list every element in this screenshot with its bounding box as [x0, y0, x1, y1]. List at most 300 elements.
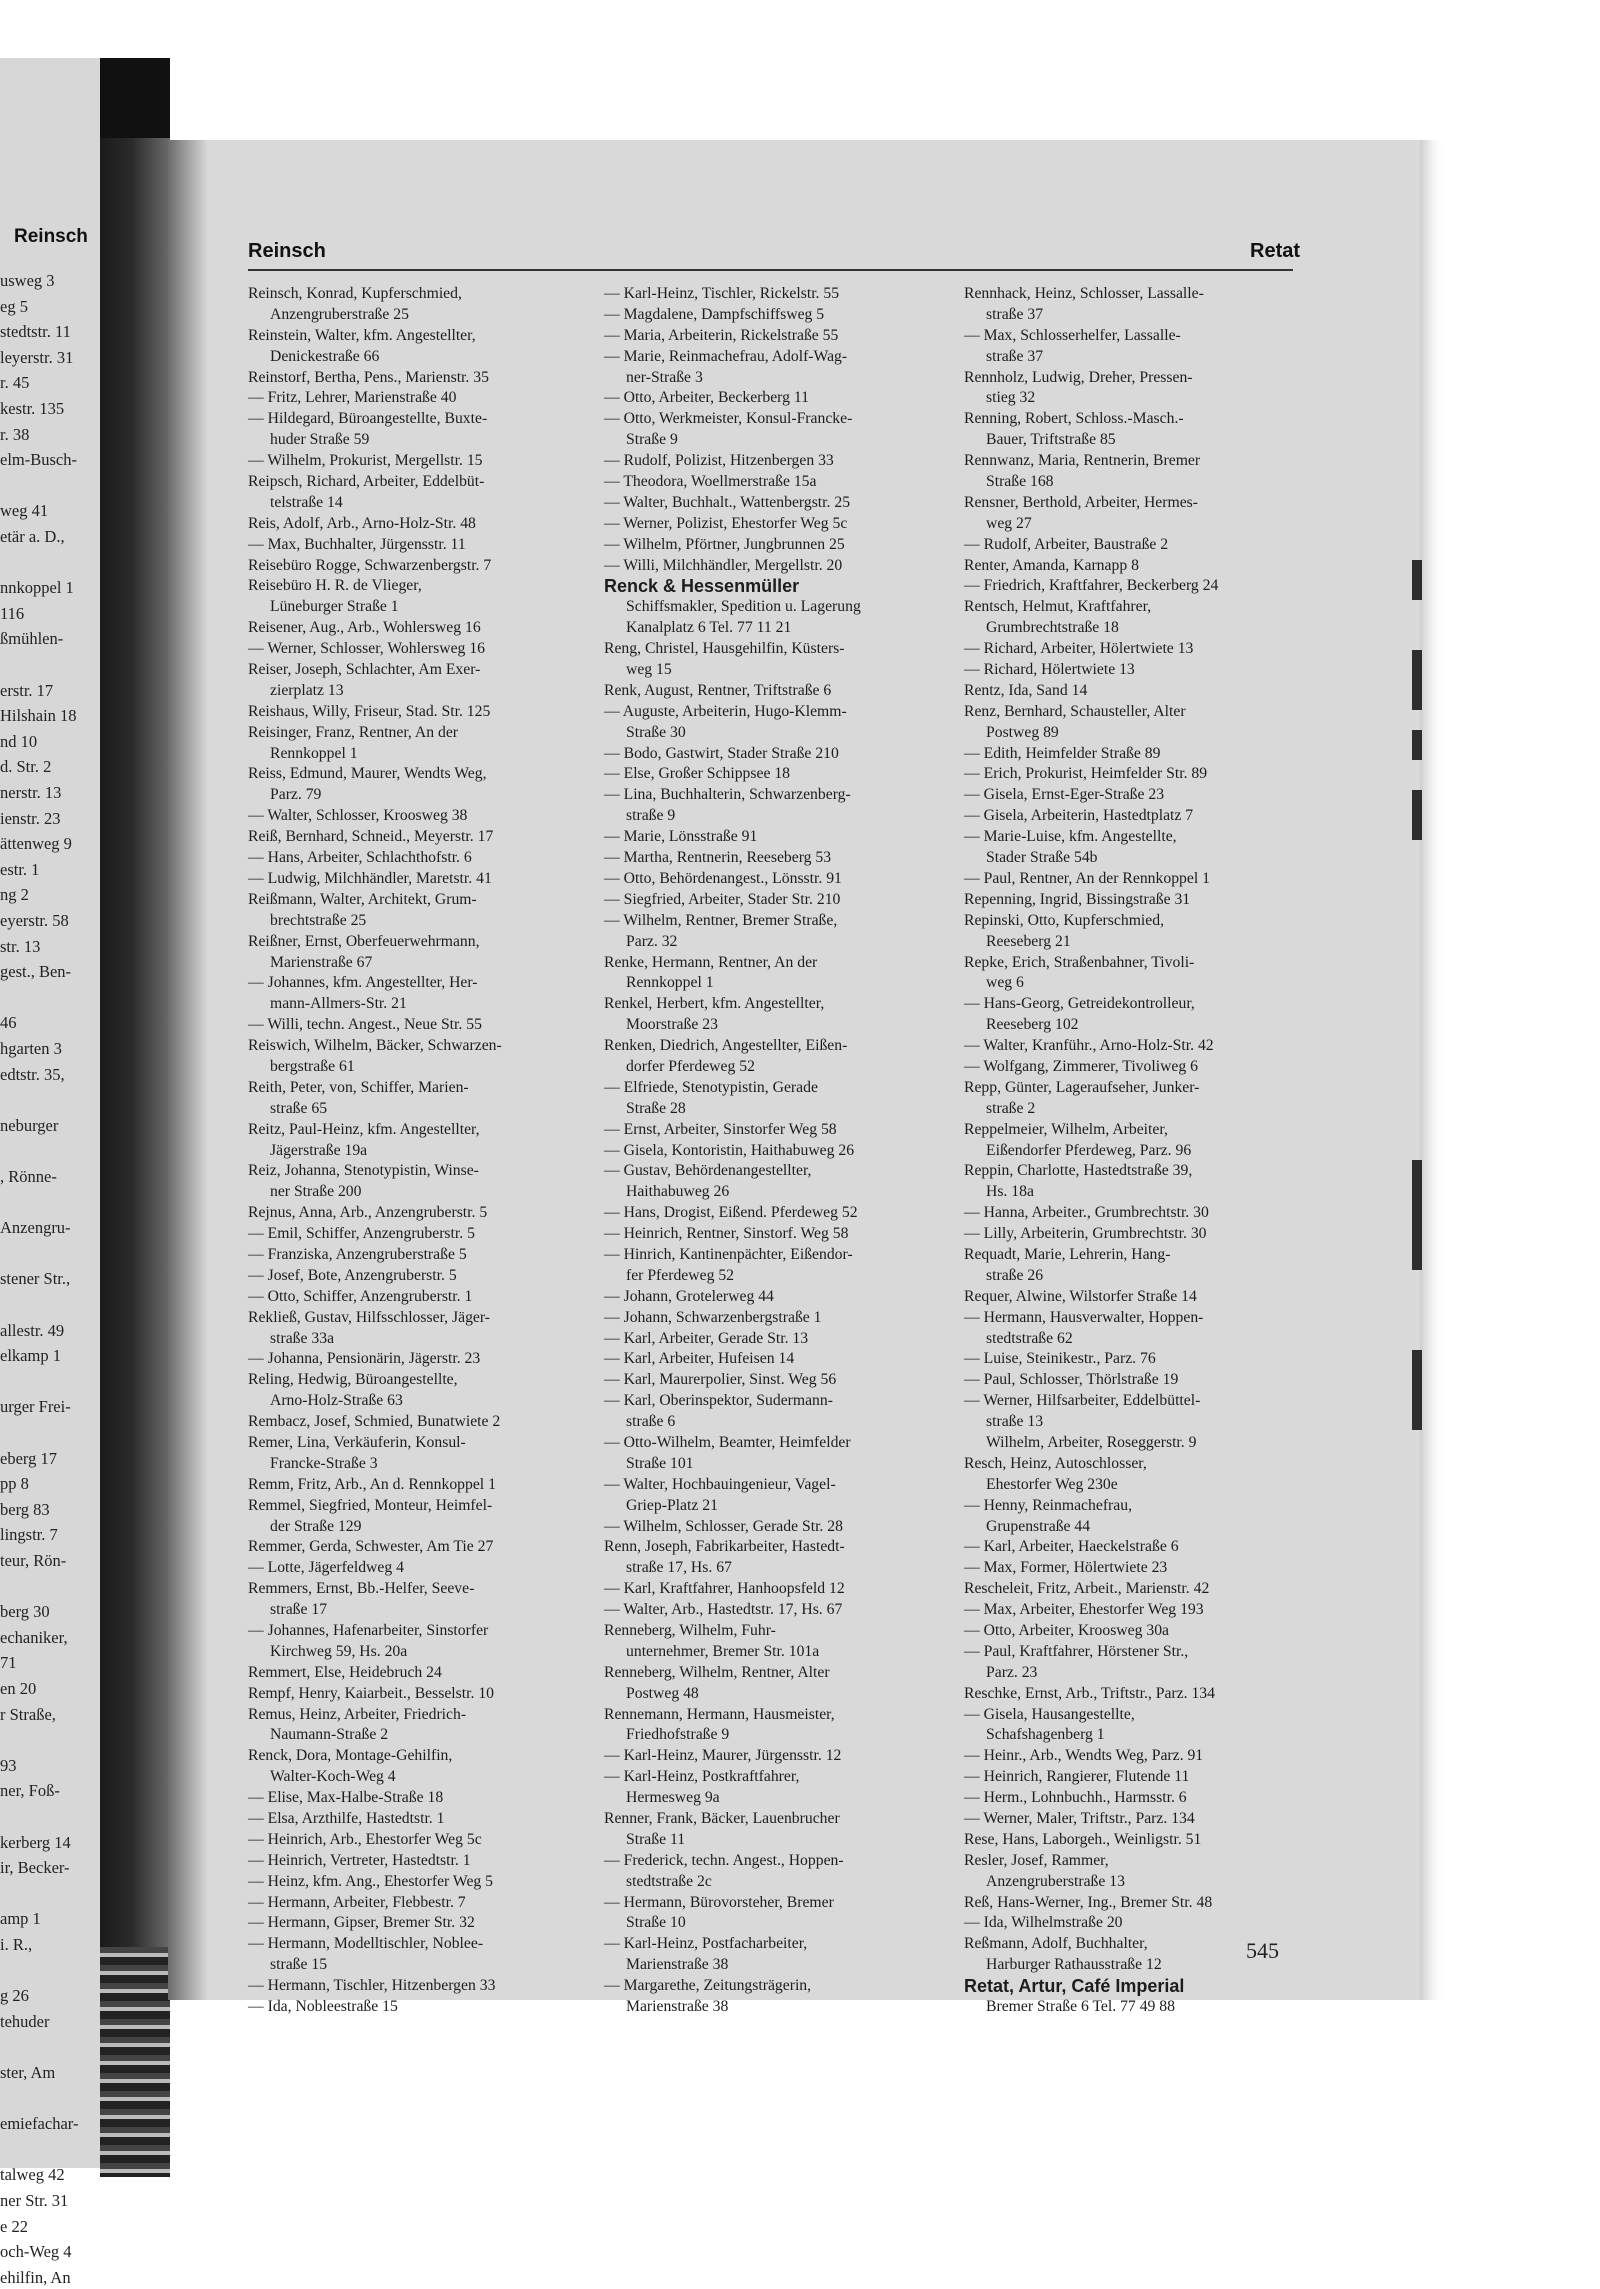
directory-entry: — Walter, Buchhalt., Wattenbergstr. 25: [604, 493, 851, 511]
entry-continuation: Walter-Koch-Weg 4: [270, 1768, 396, 1786]
directory-entry: — Johann, Schwarzenbergstraße 1: [604, 1308, 822, 1326]
left-page-line: ng 2: [0, 885, 29, 905]
left-page-line: berg 30: [0, 1602, 50, 1622]
directory-entry: — Frederick, techn. Angest., Hoppen-: [604, 1851, 844, 1869]
directory-entry: Renning, Robert, Schloss.-Masch.-: [964, 410, 1184, 428]
directory-entry: Reipsch, Richard, Arbeiter, Eddelbüt-: [248, 473, 485, 491]
directory-entry: Remer, Lina, Verkäuferin, Konsul-: [248, 1433, 466, 1451]
entry-continuation: straße 65: [270, 1099, 328, 1117]
directory-entry: Remmers, Ernst, Bb.-Helfer, Seeve-: [248, 1580, 475, 1598]
directory-entry: — Karl, Arbeiter, Haeckelstraße 6: [964, 1538, 1179, 1556]
directory-entry: — Willi, techn. Angest., Neue Str. 55: [248, 1016, 482, 1034]
left-page-header: Reinsch: [14, 226, 88, 247]
directory-entry: — Margarethe, Zeitungsträgerin,: [604, 1977, 812, 1995]
left-page-line: i. R.,: [0, 1935, 33, 1954]
directory-entry: — Karl, Oberinspektor, Sudermann-: [604, 1392, 833, 1410]
directory-entry: — Karl-Heinz, Maurer, Jürgensstr. 12: [604, 1747, 842, 1765]
entry-continuation: der Straße 129: [270, 1517, 362, 1535]
directory-entry: — Otto, Schiffer, Anzengruberstr. 1: [248, 1287, 473, 1305]
running-header-right: Retat: [1250, 240, 1301, 262]
directory-entry: — Erich, Prokurist, Heimfelder Str. 89: [964, 765, 1208, 783]
entry-continuation: straße 17, Hs. 67: [626, 1559, 732, 1577]
left-page-line: 116: [0, 603, 25, 623]
left-page-fragment: [0, 58, 100, 2287]
firm-heading: Retat, Artur, Café Imperial: [964, 1976, 1185, 1997]
entry-continuation: Straße 168: [986, 473, 1054, 491]
left-page-line: etär a. D.,: [0, 527, 65, 546]
directory-entry: — Paul, Kraftfahrer, Hörstener Str.,: [964, 1642, 1189, 1660]
left-page-line: str. 13: [0, 936, 41, 956]
directory-entry: Remmer, Gerda, Schwester, Am Tie 27: [248, 1538, 494, 1556]
entry-column-3: [964, 284, 1294, 2018]
left-page-line: ehilfin, An: [0, 2267, 71, 2287]
entry-continuation: mann-Allmers-Str. 21: [270, 995, 407, 1013]
directory-entry: Reisebüro H. R. de Vlieger,: [248, 577, 422, 595]
directory-entry: — Lotte, Jägerfeldweg 4: [248, 1559, 404, 1577]
directory-entry: — Hermann, Tischler, Hitzenbergen 33: [248, 1977, 496, 1995]
left-page-line: ner Str. 31: [0, 2191, 69, 2210]
directory-entry: Renke, Hermann, Rentner, An der: [604, 953, 818, 971]
left-page-line: ienstr. 23: [0, 808, 61, 828]
entry-continuation: straße 33a: [270, 1329, 335, 1347]
directory-entry: — Hermann, Hausverwalter, Hoppen-: [964, 1308, 1204, 1326]
directory-entry: Reppin, Charlotte, Hastedtstraße 39,: [964, 1162, 1193, 1180]
left-page-line: nd 10: [0, 731, 38, 751]
directory-entry: — Johannes, Hafenarbeiter, Sinstorfer: [248, 1622, 489, 1639]
entry-continuation: Wilhelm, Arbeiter, Roseggerstr. 9: [986, 1433, 1197, 1451]
directory-entry: — Luise, Steinikestr., Parz. 76: [964, 1350, 1156, 1368]
left-page-line: talweg 42: [0, 2165, 65, 2185]
entry-continuation: Kanalplatz 6 Tel. 77 11 21: [626, 619, 792, 637]
entry-continuation: dorfer Pferdeweg 52: [626, 1057, 755, 1075]
directory-entry: — Hans, Drogist, Eißend. Pferdeweg 52: [604, 1204, 858, 1222]
entry-continuation: straße 15: [270, 1956, 328, 1974]
left-page-line: gest., Ben-: [0, 962, 72, 982]
directory-entry: — Werner, Polizist, Ehestorfer Weg 5c: [604, 514, 848, 532]
directory-entry: — Lilly, Arbeiterin, Grumbrechtstr. 30: [964, 1225, 1207, 1243]
entry-continuation: Arno-Holz-Straße 63: [270, 1392, 403, 1410]
directory-entry: — Hermann, Arbeiter, Flebbestr. 7: [248, 1893, 466, 1911]
entry-column-1: [248, 284, 578, 2018]
directory-entry: Repinski, Otto, Kupferschmied,: [964, 911, 1164, 929]
directory-entry: — Henny, Reinmachefrau,: [964, 1496, 1132, 1514]
entry-continuation: bergstraße 61: [270, 1057, 355, 1075]
directory-entry: — Karl, Maurerpolier, Sinst. Weg 56: [604, 1371, 837, 1389]
entry-continuation: Marienstraße 38: [626, 1998, 729, 2016]
left-page-line: Anzengru-: [0, 1218, 71, 1238]
directory-entry: Renken, Diedrich, Angestellter, Eißen-: [604, 1037, 848, 1055]
left-page-line: leyerstr. 31: [0, 347, 74, 367]
directory-entry: Reinsch, Konrad, Kupferschmied,: [248, 285, 462, 302]
directory-entry: — Gisela, Hausangestellte,: [964, 1705, 1135, 1723]
directory-entry: — Hermann, Gipser, Bremer Str. 32: [248, 1914, 475, 1932]
directory-entry: — Heinz, kfm. Ang., Ehestorfer Weg 5: [248, 1872, 494, 1890]
entry-continuation: weg 15: [626, 661, 672, 679]
directory-entry: — Hermann, Bürovorsteher, Bremer: [604, 1893, 834, 1911]
directory-entry: Reith, Peter, von, Schiffer, Marien-: [248, 1078, 469, 1096]
directory-entry: — Otto, Behördenangest., Lönsstr. 91: [604, 869, 842, 887]
entry-continuation: unternehmer, Bremer Str. 101a: [626, 1642, 820, 1660]
entry-continuation: brechtstraße 25: [270, 911, 367, 929]
spine-bottom-texture: [100, 1947, 170, 2177]
entry-continuation: straße 9: [626, 807, 676, 825]
directory-entry: Reppelmeier, Wilhelm, Arbeiter,: [964, 1120, 1168, 1138]
directory-entry: — Elfriede, Stenotypistin, Gerade: [604, 1078, 818, 1096]
directory-entry: — Marie, Lönsstraße 91: [604, 828, 758, 846]
entry-continuation: Rennkoppel 1: [270, 744, 358, 762]
directory-entry: — Hanna, Arbeiter., Grumbrechtstr. 30: [964, 1204, 1209, 1222]
entry-continuation: Naumann-Straße 2: [270, 1726, 389, 1744]
directory-entry: Rentz, Ida, Sand 14: [964, 681, 1088, 699]
directory-entry: — Walter, Arb., Hastedtstr. 17, Hs. 67: [604, 1601, 843, 1619]
directory-entry: Rennwanz, Maria, Rentnerin, Bremer: [964, 452, 1201, 470]
directory-entry: Reng, Christel, Hausgehilfin, Küsters-: [604, 640, 845, 658]
directory-entry: Rempf, Henry, Kaiarbeit., Besselstr. 10: [248, 1684, 495, 1702]
directory-entry: — Wilhelm, Schlosser, Gerade Str. 28: [604, 1517, 843, 1535]
left-page-line: kerberg 14: [0, 1832, 71, 1852]
directory-entry: — Lina, Buchhalterin, Schwarzenberg-: [604, 786, 851, 804]
entry-continuation: Grupenstraße 44: [986, 1517, 1091, 1535]
directory-entry: — Gustav, Behördenangestellter,: [604, 1162, 812, 1180]
directory-entry: Reisinger, Franz, Rentner, An der: [248, 723, 459, 741]
directory-entry: Resler, Josef, Rammer,: [964, 1851, 1109, 1869]
directory-entry: Rensner, Berthold, Arbeiter, Hermes-: [964, 493, 1198, 511]
directory-entry: — Max, Arbeiter, Ehestorfer Weg 193: [964, 1601, 1204, 1619]
directory-entry: Renner, Frank, Bäcker, Lauenbrucher: [604, 1810, 840, 1828]
directory-entry: — Magdalene, Dampfschiffsweg 5: [604, 305, 825, 323]
left-page-line: weg 41: [0, 501, 49, 521]
directory-entry: — Wilhelm, Pförtner, Jungbrunnen 25: [604, 535, 845, 553]
directory-entry: — Otto-Wilhelm, Beamter, Heimfelder: [604, 1433, 851, 1451]
left-page-line: lingstr. 7: [0, 1525, 58, 1545]
left-page-line: nnkoppel 1: [0, 578, 74, 598]
left-page-line: ner, Foß-: [0, 1781, 60, 1801]
directory-entry: — Herm., Lohnbuchh., Harmsstr. 6: [964, 1789, 1187, 1807]
directory-entry: — Wilhelm, Rentner, Bremer Straße,: [604, 911, 838, 929]
left-page-line: neburger: [0, 1115, 59, 1135]
directory-entry: Reißmann, Walter, Architekt, Grum-: [248, 890, 477, 908]
left-page-line: r Straße,: [0, 1704, 56, 1724]
left-page-line: r. 38: [0, 424, 30, 444]
directory-entry: — Otto, Arbeiter, Beckerberg 11: [604, 389, 809, 407]
directory-entry: Requadt, Marie, Lehrerin, Hang-: [964, 1245, 1171, 1263]
entry-continuation: Marienstraße 38: [626, 1956, 729, 1974]
entry-continuation: Hs. 18a: [986, 1183, 1034, 1201]
entry-continuation: Straße 28: [626, 1099, 686, 1117]
entry-continuation: Anzengruberstraße 13: [986, 1872, 1125, 1890]
entry-continuation: straße 37: [986, 305, 1044, 323]
entry-continuation: Jägerstraße 19a: [270, 1141, 368, 1159]
directory-entry: — Josef, Bote, Anzengruberstr. 5: [248, 1266, 457, 1284]
directory-entry: — Ida, Nobleestraße 15: [248, 1998, 398, 2016]
directory-entry: — Richard, Hölertwiete 13: [964, 661, 1135, 679]
left-page-line: d. Str. 2: [0, 757, 52, 777]
entry-continuation: Parz. 79: [270, 786, 322, 804]
directory-entry: — Rudolf, Polizist, Hitzenbergen 33: [604, 452, 834, 470]
entry-continuation: Parz. 32: [626, 932, 678, 950]
entry-continuation: Postweg 89: [986, 723, 1059, 741]
directory-entry: — Ludwig, Milchhändler, Maretstr. 41: [248, 869, 492, 887]
left-page-line: edtstr. 35,: [0, 1064, 65, 1084]
entry-continuation: Harburger Rathausstraße 12: [986, 1956, 1162, 1974]
directory-entry: Renter, Amanda, Karnapp 8: [964, 556, 1139, 574]
directory-entry: Remus, Heinz, Arbeiter, Friedrich-: [248, 1705, 467, 1723]
directory-entry: Remm, Fritz, Arb., An d. Rennkoppel 1: [248, 1475, 496, 1493]
entry-continuation: Straße 101: [626, 1454, 694, 1472]
left-page-line: 93: [0, 1755, 17, 1775]
entry-continuation: stedtstraße 2c: [626, 1872, 712, 1890]
entry-continuation: Francke-Straße 3: [270, 1454, 378, 1472]
directory-entry: Renz, Bernhard, Schausteller, Alter: [964, 702, 1186, 720]
directory-entry: — Johannes, kfm. Angestellter, Her-: [248, 974, 478, 992]
left-page-line: eyerstr. 58: [0, 911, 69, 930]
directory-entry: — Max, Buchhalter, Jürgensstr. 11: [248, 535, 466, 553]
directory-entry: Rescheleit, Fritz, Arbeit., Marienstr. 42: [964, 1580, 1210, 1598]
directory-entry: — Karl, Kraftfahrer, Hanhoopsfeld 12: [604, 1580, 845, 1598]
directory-entry: Reling, Hedwig, Büroangestellte,: [248, 1371, 458, 1389]
entry-continuation: huder Straße 59: [270, 431, 370, 449]
entry-continuation: Griep-Platz 21: [626, 1496, 718, 1514]
entry-continuation: weg 27: [986, 514, 1032, 532]
entry-continuation: Rennkoppel 1: [626, 974, 714, 992]
left-page-line: berg 83: [0, 1499, 50, 1519]
entry-continuation: Stader Straße 54b: [986, 849, 1098, 867]
entry-continuation: Straße 10: [626, 1914, 686, 1932]
entry-continuation: Schiffsmakler, Spedition u. Lagerung: [626, 598, 861, 616]
directory-entry: Renkel, Herbert, kfm. Angestellter,: [604, 995, 825, 1013]
directory-entry: — Karl, Arbeiter, Gerade Str. 13: [604, 1329, 809, 1347]
entry-continuation: Grumbrechtstraße 18: [986, 619, 1119, 637]
directory-entry: — Elise, Max-Halbe-Straße 18: [248, 1789, 444, 1807]
left-page-line: amp 1: [0, 1909, 41, 1929]
page-edge-marks: [1412, 560, 1424, 1440]
left-page-line: , Rönne-: [0, 1167, 57, 1186]
directory-entry: Remmel, Siegfried, Monteur, Heimfel-: [248, 1496, 493, 1514]
directory-entry: — Auguste, Arbeiterin, Hugo-Klemm-: [604, 702, 847, 720]
running-header-left: Reinsch: [248, 240, 326, 262]
directory-entry: — Hinrich, Kantinenpächter, Eißendor-: [604, 1245, 853, 1263]
entry-continuation: stedtstraße 62: [986, 1329, 1073, 1347]
entry-continuation: straße 13: [986, 1413, 1044, 1431]
directory-entry: — Karl-Heinz, Postfacharbeiter,: [604, 1935, 808, 1953]
left-page-line: stener Str.,: [0, 1269, 71, 1289]
entry-continuation: Haithabuweg 26: [626, 1183, 730, 1201]
directory-entry: — Ernst, Arbeiter, Sinstorfer Weg 58: [604, 1120, 837, 1138]
left-page-line: echaniker,: [0, 1627, 68, 1647]
entry-continuation: straße 26: [986, 1266, 1044, 1284]
left-page-line: urger Frei-: [0, 1397, 71, 1417]
entry-continuation: telstraße 14: [270, 493, 343, 511]
directory-entry: — Bodo, Gastwirt, Stader Straße 210: [604, 744, 839, 762]
directory-entry: Reinstorf, Bertha, Pens., Marienstr. 35: [248, 368, 489, 386]
directory-entry: — Hildegard, Büroangestellte, Buxte-: [248, 410, 488, 428]
left-page-line: erstr. 17: [0, 680, 54, 700]
directory-entry: Reiz, Johanna, Stenotypistin, Winse-: [248, 1162, 479, 1180]
entry-continuation: straße 6: [626, 1413, 676, 1431]
entry-continuation: weg 6: [986, 974, 1024, 992]
directory-entry: — Werner, Maler, Triftstr., Parz. 134: [964, 1810, 1195, 1828]
left-page-line: stedtstr. 11: [0, 322, 71, 342]
firm-heading: Renck & Hessenmüller: [604, 576, 800, 597]
spine-top-band: [100, 58, 170, 138]
entry-continuation: Denickestraße 66: [270, 347, 380, 365]
left-page-line: tehuder: [0, 2011, 50, 2031]
left-page-line: Hilshain 18: [0, 706, 77, 726]
left-page-line: hgarten 3: [0, 1039, 62, 1058]
directory-entry: — Marie-Luise, kfm. Angestellte,: [964, 828, 1177, 846]
entry-continuation: ner Straße 200: [270, 1183, 362, 1201]
directory-entry: Reinstein, Walter, kfm. Angestellter,: [248, 326, 476, 344]
entry-continuation: Hermesweg 9a: [626, 1789, 720, 1807]
entry-continuation: Bremer Straße 6 Tel. 77 49 88: [986, 1998, 1175, 2016]
directory-entry: — Gisela, Arbeiterin, Hastedtplatz 7: [964, 807, 1194, 825]
entry-continuation: Eißendorfer Pferdeweg, Parz. 96: [986, 1141, 1192, 1159]
directory-entry: — Marie, Reinmachefrau, Adolf-Wag-: [604, 347, 848, 365]
directory-entry: Renck, Dora, Montage-Gehilfin,: [248, 1747, 453, 1765]
directory-entry: — Otto, Werkmeister, Konsul-Francke-: [604, 410, 853, 428]
entry-continuation: zierplatz 13: [270, 681, 344, 699]
directory-entry: Reis, Adolf, Arb., Arno-Holz-Str. 48: [248, 514, 476, 532]
directory-entry: — Heinr., Arb., Wendts Weg, Parz. 91: [964, 1747, 1204, 1765]
directory-entry: — Hans, Arbeiter, Schlachthofstr. 6: [248, 849, 472, 867]
entry-continuation: Ehestorfer Weg 230e: [986, 1475, 1118, 1493]
entry-continuation: fer Pferdeweg 52: [626, 1266, 735, 1284]
entry-continuation: Marienstraße 67: [270, 953, 373, 971]
directory-entry: Repp, Günter, Lageraufseher, Junker-: [964, 1078, 1200, 1096]
left-page-line: en 20: [0, 1679, 37, 1698]
left-page-line: usweg 3: [0, 271, 55, 290]
directory-entry: — Maria, Arbeiterin, Rickelstraße 55: [604, 326, 839, 344]
entry-continuation: Straße 11: [626, 1830, 686, 1848]
directory-entry: Reitz, Paul-Heinz, kfm. Angestellter,: [248, 1120, 480, 1138]
directory-entry: Repenning, Ingrid, Bissingstraße 31: [964, 890, 1191, 908]
left-page-line: ster, Am: [0, 2063, 56, 2082]
directory-entry: — Werner, Schlosser, Wohlersweg 16: [248, 640, 486, 658]
directory-entry: Reißner, Ernst, Oberfeuerwehrmann,: [248, 932, 480, 950]
directory-entry: Reß, Hans-Werner, Ing., Bremer Str. 48: [964, 1893, 1213, 1911]
entry-continuation: Postweg 48: [626, 1684, 699, 1702]
left-page-line: eberg 17: [0, 1448, 57, 1468]
left-page-line: nerstr. 13: [0, 783, 62, 802]
left-page-line: elm-Busch-: [0, 450, 77, 470]
directory-entry: — Walter, Kranführ., Arno-Holz-Str. 42: [964, 1037, 1214, 1055]
directory-entry: — Max, Schlosserhelfer, Lassalle-: [964, 326, 1181, 344]
directory-entry: Reßmann, Adolf, Buchhalter,: [964, 1935, 1148, 1953]
directory-entry: — Heinrich, Vertreter, Hastedtstr. 1: [248, 1851, 471, 1869]
entry-continuation: Anzengruberstraße 25: [270, 305, 409, 323]
entry-continuation: Bauer, Triftstraße 85: [986, 431, 1116, 449]
left-page-line: 46: [0, 1013, 17, 1033]
directory-entry: Renk, August, Rentner, Triftstraße 6: [604, 681, 832, 699]
directory-entry: Reschke, Ernst, Arb., Triftstr., Parz. 134: [964, 1684, 1215, 1702]
directory-entry: — Paul, Schlosser, Thörlstraße 19: [964, 1371, 1179, 1389]
directory-entry: — Wolfgang, Zimmerer, Tivoliweg 6: [964, 1057, 1198, 1075]
directory-entry: Reiswich, Wilhelm, Bäcker, Schwarzen-: [248, 1037, 502, 1055]
directory-entry: Remmert, Else, Heidebruch 24: [248, 1663, 442, 1681]
directory-entry: Repke, Erich, Straßenbahner, Tivoli-: [964, 953, 1195, 971]
directory-entry: Reishaus, Willy, Friseur, Stad. Str. 125: [248, 702, 491, 720]
directory-entry: — Johann, Grotelerweg 44: [604, 1287, 774, 1305]
directory-entry: — Heinrich, Rangierer, Flutende 11: [964, 1768, 1190, 1786]
left-page-line: g 26: [0, 1986, 29, 2006]
entry-continuation: Reeseberg 21: [986, 932, 1071, 950]
directory-entry: — Werner, Hilfsarbeiter, Eddelbüttel-: [964, 1392, 1201, 1410]
left-page-line: och-Weg 4: [0, 2242, 72, 2262]
left-page-line: elkamp 1: [0, 1346, 61, 1366]
directory-entry: Reiser, Joseph, Schlachter, Am Exer-: [248, 661, 481, 679]
left-page-line: pp 8: [0, 1474, 29, 1494]
directory-entry: — Hans-Georg, Getreidekontrolleur,: [964, 995, 1195, 1013]
entry-continuation: Moorstraße 23: [626, 1016, 718, 1034]
left-page-line: ir, Becker-: [0, 1858, 70, 1878]
directory-entry: Reiss, Edmund, Maurer, Wendts Weg,: [248, 765, 487, 783]
directory-entry: Renn, Joseph, Fabrikarbeiter, Hastedt-: [604, 1538, 845, 1556]
gutter-shadow: [168, 140, 208, 2000]
entry-continuation: Straße 9: [626, 431, 678, 449]
directory-entry: Requer, Alwine, Wilstorfer Straße 14: [964, 1287, 1197, 1305]
page-number: 545: [1246, 1938, 1279, 1963]
left-page-line: 71: [0, 1653, 17, 1673]
directory-entry: Rejnus, Anna, Arb., Anzengruberstr. 5: [248, 1204, 488, 1222]
directory-entry: Reisebüro Rogge, Schwarzenbergstr. 7: [248, 556, 492, 574]
entry-continuation: Friedhofstraße 9: [626, 1726, 730, 1744]
entry-continuation: Schafshagenberg 1: [986, 1726, 1105, 1744]
entry-continuation: Kirchweg 59, Hs. 20a: [270, 1642, 408, 1660]
directory-entry: Reiß, Bernhard, Schneid., Meyerstr. 17: [248, 828, 494, 846]
directory-entry: Rentsch, Helmut, Kraftfahrer,: [964, 598, 1152, 616]
directory-entry: — Max, Former, Hölertwiete 23: [964, 1559, 1168, 1577]
entry-continuation: straße 2: [986, 1099, 1036, 1117]
directory-entry: Renneberg, Wilhelm, Rentner, Alter: [604, 1663, 830, 1681]
entry-continuation: Straße 30: [626, 723, 686, 741]
left-page-line: emiefachar-: [0, 2114, 79, 2134]
directory-entry: — Johanna, Pensionärin, Jägerstr. 23: [248, 1350, 481, 1368]
directory-entry: — Gisela, Kontoristin, Haithabuweg 26: [604, 1141, 855, 1159]
directory-entry: — Martha, Rentnerin, Reeseberg 53: [604, 849, 832, 867]
left-page-line: e 22: [0, 2216, 28, 2236]
directory-entry: — Wilhelm, Prokurist, Mergellstr. 15: [248, 452, 483, 470]
directory-entry: — Friedrich, Kraftfahrer, Beckerberg 24: [964, 577, 1219, 595]
directory-entry: Rese, Hans, Laborgeh., Weinligstr. 51: [964, 1830, 1202, 1848]
directory-entry: Reisener, Aug., Arb., Wohlersweg 16: [248, 619, 481, 637]
directory-entry: — Karl-Heinz, Postkraftfahrer,: [604, 1768, 800, 1786]
directory-entry: — Heinrich, Rentner, Sinstorf. Weg 58: [604, 1225, 849, 1243]
entry-continuation: Parz. 23: [986, 1663, 1038, 1681]
directory-entry: — Otto, Arbeiter, Kroosweg 30a: [964, 1622, 1170, 1639]
left-page-line: allestr. 49: [0, 1320, 65, 1340]
entry-continuation: stieg 32: [986, 389, 1036, 407]
left-page-line: kestr. 135: [0, 399, 65, 418]
directory-entry: Resch, Heinz, Autoschlosser,: [964, 1454, 1147, 1472]
entry-continuation: Lüneburger Straße 1: [270, 598, 399, 616]
left-page-line: ättenweg 9: [0, 834, 72, 854]
directory-entry: — Rudolf, Arbeiter, Baustraße 2: [964, 535, 1169, 553]
directory-entry: — Franziska, Anzengruberstraße 5: [248, 1245, 467, 1263]
directory-entry: — Heinrich, Arb., Ehestorfer Weg 5c: [248, 1830, 482, 1848]
directory-entry: — Hermann, Modelltischler, Noblee-: [248, 1935, 484, 1953]
directory-entry: — Emil, Schiffer, Anzengruberstr. 5: [248, 1225, 475, 1243]
directory-entry: — Ida, Wilhelmstraße 20: [964, 1914, 1123, 1932]
directory-entry: — Karl, Arbeiter, Hufeisen 14: [604, 1350, 795, 1368]
header-rule: [248, 269, 1293, 271]
directory-entry: — Richard, Arbeiter, Hölertwiete 13: [964, 640, 1194, 658]
directory-entry: Renneberg, Wilhelm, Fuhr-: [604, 1622, 776, 1639]
directory-entry: Rembacz, Josef, Schmied, Bunatwiete 2: [248, 1413, 501, 1431]
directory-entry: — Theodora, Woellmerstraße 15a: [604, 473, 817, 491]
left-page-line: teur, Rön-: [0, 1551, 67, 1570]
directory-entry: Rennemann, Hermann, Hausmeister,: [604, 1705, 835, 1723]
entry-continuation: ner-Straße 3: [626, 368, 703, 386]
